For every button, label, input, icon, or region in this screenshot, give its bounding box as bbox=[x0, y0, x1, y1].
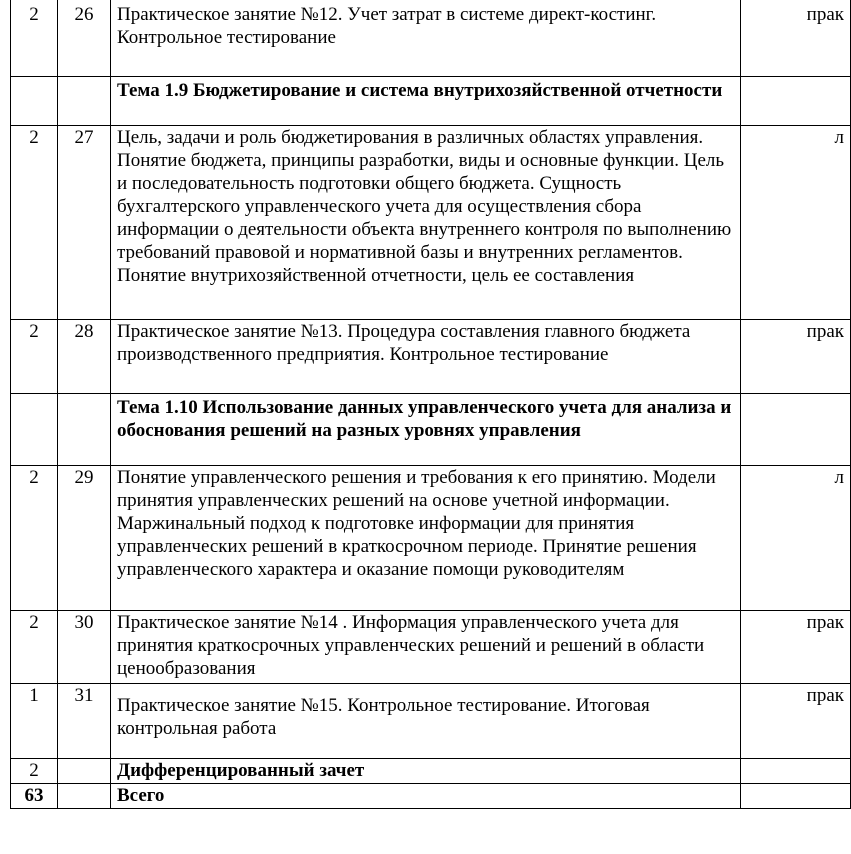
lesson-text-cell: Понятие управленческого решения и требования к его принятию. Модели принятия управленческих решений на основе учетной информации. Маржинальный подход к подготовке информации для принятия управленческих решений в краткосрочном периоде. Принятие решения управленческого характера и оказание помощи руководителям bbox=[111, 466, 741, 611]
table-row bbox=[11, 759, 851, 784]
lesson-number-cell bbox=[58, 759, 111, 784]
topic-row bbox=[11, 77, 851, 126]
table-row bbox=[11, 611, 851, 684]
table-row bbox=[11, 320, 851, 394]
lesson-number-cell: 29 bbox=[58, 466, 111, 611]
lesson-type-cell: л bbox=[741, 126, 851, 320]
hours-cell: 2 bbox=[11, 466, 58, 611]
table-row bbox=[11, 126, 851, 320]
schedule-table bbox=[10, 0, 851, 809]
lesson-number-cell: 26 bbox=[58, 0, 111, 77]
lesson-number-cell: 27 bbox=[58, 126, 111, 320]
credit-title-cell: Дифференцированный зачет bbox=[111, 759, 741, 784]
table-row bbox=[11, 0, 851, 77]
lesson-type-cell bbox=[741, 784, 851, 809]
hours-cell: 2 bbox=[11, 320, 58, 394]
lesson-number-cell: 31 bbox=[58, 684, 111, 759]
lesson-type-cell bbox=[741, 759, 851, 784]
lesson-type-cell: прак bbox=[741, 611, 851, 684]
lesson-number-cell: 28 bbox=[58, 320, 111, 394]
lesson-text-cell: Практическое занятие №12. Учет затрат в системе директ-костинг. Контрольное тестирование bbox=[111, 0, 741, 77]
total-label-cell: Всего bbox=[111, 784, 741, 809]
lesson-text-cell: Практическое занятие №15. Контрольное тестирование. Итоговая контрольная работа bbox=[111, 684, 741, 759]
total-row bbox=[11, 784, 851, 809]
hours-cell: 2 bbox=[11, 0, 58, 77]
table-row bbox=[11, 684, 851, 759]
lesson-type-cell: прак bbox=[741, 320, 851, 394]
lesson-number-cell: 30 bbox=[58, 611, 111, 684]
lesson-text-cell: Цель, задачи и роль бюджетирования в различных областях управления. Понятие бюджета, принципы разработки, виды и основные функции. Цель и последовательность подготовки общего бюджета. Сущность бухгалтерского управленческого учета для осуществления сбора информации о деятельности объекта внутреннего контроля по выполнению требований правовой и нормативной базы и внутренних регламентов. Понятие внутрихозяйственной отчетности, цель ее составления bbox=[111, 126, 741, 320]
lesson-number-cell bbox=[58, 784, 111, 809]
topic-title-cell: Тема 1.9 Бюджетирование и система внутрихозяйственной отчетности bbox=[111, 77, 741, 126]
table-row bbox=[11, 466, 851, 611]
lesson-type-cell: л bbox=[741, 466, 851, 611]
hours-cell: 2 bbox=[11, 611, 58, 684]
total-hours-cell: 63 bbox=[11, 784, 58, 809]
topic-title-cell: Тема 1.10 Использование данных управленческого учета для анализа и обоснования решений на разных уровнях управления bbox=[111, 394, 741, 466]
topic-row bbox=[11, 394, 851, 466]
lesson-type-cell: прак bbox=[741, 684, 851, 759]
lesson-text-cell: Практическое занятие №13. Процедура составления главного бюджета производственного предприятия. Контрольное тестирование bbox=[111, 320, 741, 394]
hours-cell: 2 bbox=[11, 759, 58, 784]
hours-cell: 1 bbox=[11, 684, 58, 759]
lesson-type-cell: прак bbox=[741, 0, 851, 77]
hours-cell: 2 bbox=[11, 126, 58, 320]
lesson-text-cell: Практическое занятие №14 . Информация управленческого учета для принятия краткосрочных управленческих решений и решений в области ценообразования bbox=[111, 611, 741, 684]
